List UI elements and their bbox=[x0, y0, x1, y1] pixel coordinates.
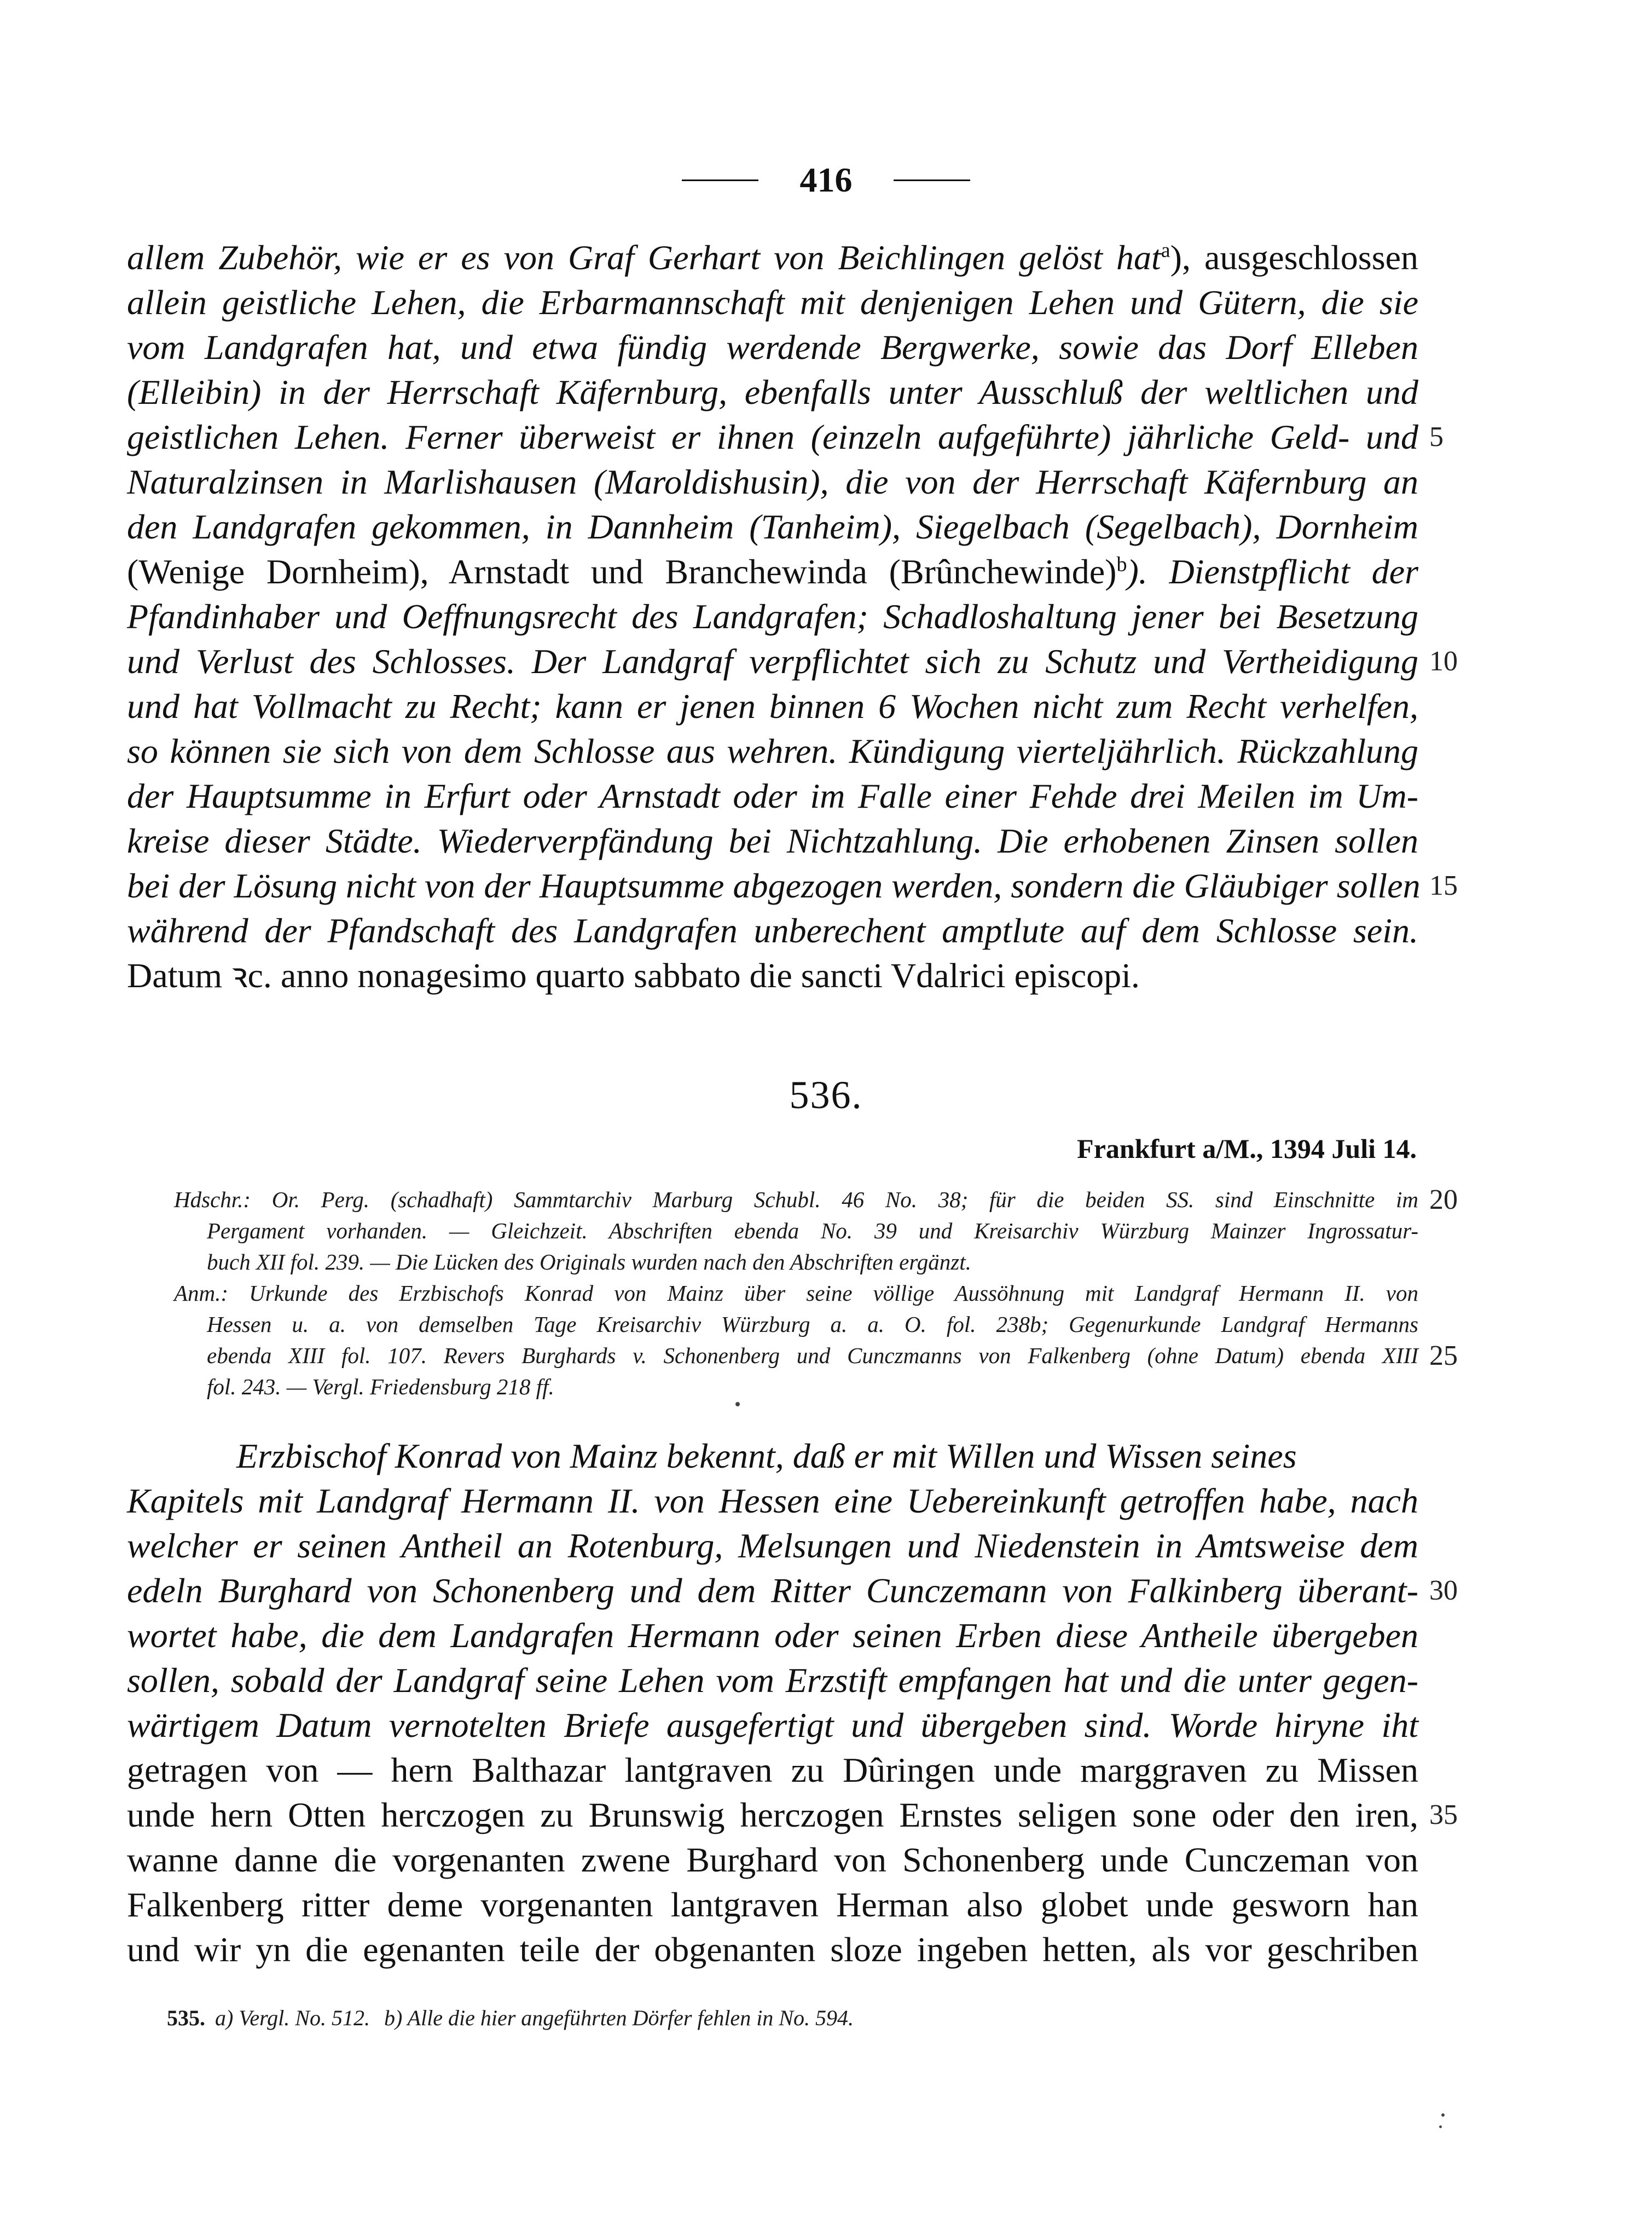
text-line: unde hern Otten herczogen zu Brunswig herczogen Ernstes seligen sone oder den iren, 35 bbox=[127, 1793, 1418, 1838]
text-line: wärtigem Datum vernotelten Briefe ausgefertigt und übergeben sind. Worde hiryne iht bbox=[127, 1706, 1418, 1745]
text-line: vom Landgrafen hat, und etwa fündig werdende Bergwerke, sowie das Dorf Elleben bbox=[127, 328, 1418, 367]
text-line: kreise dieser Städte. Wiederverpfändung bei Nichtzahlung. Die erhobenen Zinsen sollen bbox=[127, 821, 1418, 860]
scan-speck bbox=[735, 1402, 740, 1406]
text-line: welcher er seinen Antheil an Rotenburg, Melsungen und Niedenstein in Amtsweise dem bbox=[127, 1526, 1418, 1565]
line-number: 5 bbox=[1429, 421, 1444, 453]
text-line: Naturalzinsen in Marlishausen (Maroldishusin), die von der Herrschaft Käfernburg an bbox=[127, 462, 1418, 501]
text-line: Pfandinhaber und Oeffnungsrecht des Landgrafen; Schadloshaltung jener bei Besetzung bbox=[127, 597, 1418, 636]
text-line: wortet habe, die dem Landgrafen Hermann oder seinen Erben diese Antheile übergeben bbox=[127, 1616, 1418, 1655]
note-line: fol. 243. — Vergl. Friedensburg 218 ff. bbox=[207, 1374, 554, 1399]
text-line: so können sie sich von dem Schlosse aus wehren. Kündigung vierteljährlich. Rückzahlung bbox=[127, 732, 1418, 770]
note-line: Hessen u. a. von demselben Tage Kreisarchiv Würzburg a. a. O. fol. 238b; Gegenurkunde Landgraf Hermanns bbox=[207, 1312, 1418, 1337]
text-line: allein geistliche Lehen, die Erbarmannschaft mit denjenigen Lehen und Gütern, die sie bbox=[127, 283, 1418, 322]
document-number: 536. bbox=[789, 1073, 863, 1117]
note-line: ebenda XIII fol. 107. Revers Burghards v. Schonenberg und Cunczmanns von Falkenberg (ohne Datum) ebenda XIII 25 bbox=[207, 1340, 1458, 1371]
text-line: allem Zubehör, wie er es von Graf Gerhart von Beichlingen gelöst hat$^a$), ausgeschlossen bbox=[127, 238, 1418, 277]
text-line: Erzbischof Konrad von Mainz bekennt, daß er mit Willen und Wissen seines bbox=[236, 1436, 1297, 1475]
page-header bbox=[0, 160, 1652, 200]
line-number: 30 bbox=[1429, 1575, 1458, 1606]
text-line: und hat Vollmacht zu Recht; kann er jenen binnen 6 Wochen nicht zum Recht verhelfen, bbox=[127, 687, 1418, 726]
line-number: 15 bbox=[1429, 870, 1458, 901]
regest-continuation bbox=[127, 235, 1458, 998]
text-line: Datum ꝛc. anno nonagesimo quarto sabbato die sancti Vdalrici episcopi. bbox=[127, 956, 1140, 995]
text-line: getragen von — hern Balthazar lantgraven zu Dûringen unde marggraven zu Missen bbox=[127, 1751, 1418, 1789]
text-line: wanne danne die vorgenanten zwene Burghard von Schonenberg unde Cunczeman von bbox=[127, 1840, 1418, 1879]
text-line: (Wenige Dornheim), Arnstadt und Branchewinda (Brûnchewinde)$^b$). Dienstpflicht der bbox=[127, 552, 1419, 591]
text-line: Falkenberg ritter deme vorgenanten lantgraven Herman also globet unde gesworn han bbox=[127, 1885, 1418, 1924]
line-number: 35 bbox=[1429, 1799, 1458, 1830]
text-line: bei der Lösung nicht von der Hauptsumme abgezogen werden, sondern die Gläubiger sollen 15 bbox=[127, 864, 1418, 908]
text-line: edeln Burghard von Schonenberg und dem Ritter Cunczemann von Falkinberg überant- 30 bbox=[127, 1568, 1418, 1613]
note-line: Pergament vorhanden. — Gleichzeit. Abschriften ebenda No. 39 und Kreisarchiv Würzburg Mainzer Ingrossatur- bbox=[207, 1218, 1418, 1243]
line-number: 20 bbox=[1429, 1184, 1458, 1215]
text-line: sollen, sobald der Landgraf seine Lehen vom Erzstift empfangen hat und die unter gegen- bbox=[127, 1661, 1418, 1700]
apparatus-notes bbox=[174, 1184, 1458, 1403]
text-line: der Hauptsumme in Erfurt oder Arnstadt oder im Falle einer Fehde drei Meilen im Um- bbox=[127, 777, 1418, 815]
scan-speck bbox=[1439, 2125, 1442, 2128]
text-line: und Verlust des Schlosses. Der Landgraf verpflichtet sich zu Schutz und Vertheidigung 10 bbox=[127, 639, 1418, 684]
header-rule-right bbox=[894, 179, 970, 181]
text-line: während der Pfandschaft des Landgrafen unberechent amptlute auf dem Schlosse sein. bbox=[127, 911, 1418, 950]
note-line: buch XII fol. 239. — Die Lücken des Originals wurden nach den Abschriften ergänzt. bbox=[207, 1249, 971, 1274]
footnote bbox=[167, 2005, 868, 2031]
scan-speck bbox=[1441, 2113, 1445, 2117]
text-line: den Landgrafen gekommen, in Dannheim (Tanheim), Siegelbach (Segelbach), Dornheim bbox=[127, 507, 1418, 546]
line-number: 25 bbox=[1429, 1340, 1458, 1371]
footnote-ref: 535. bbox=[167, 2006, 205, 2030]
text-line: (Elleibin) in der Herrschaft Käfernburg, ebenfalls unter Ausschluß der weltlichen und bbox=[127, 373, 1418, 412]
footnote-a: a) Vergl. No. 512. bbox=[215, 2006, 370, 2030]
place-date: Frankfurt a/M., 1394 Juli 14. bbox=[1077, 1133, 1417, 1164]
text-line: geistlichen Lehen. Ferner überweist er ihnen (einzeln aufgeführte) jährliche Geld- und 5 bbox=[127, 415, 1418, 460]
page-number: 416 bbox=[799, 160, 853, 199]
line-number: 10 bbox=[1429, 646, 1458, 677]
text-line: und wir yn die egenanten teile der obgenanten sloze ingeben hetten, als vor geschriben bbox=[127, 1930, 1418, 1969]
note-line: Anm.: Urkunde des Erzbischofs Konrad von Mainz über seine völlige Aussöhnung mit Landgraf Hermann II. von bbox=[174, 1280, 1418, 1306]
header-rule-left bbox=[682, 179, 758, 181]
footnote-b: b) Alle die hier angeführten Dörfer fehlen in No. 594. bbox=[384, 2006, 854, 2030]
text-line: Kapitels mit Landgraf Hermann II. von Hessen eine Uebereinkunft getroffen habe, nach bbox=[127, 1481, 1418, 1520]
regest-536 bbox=[127, 1434, 1458, 1972]
note-line: Hdschr.: Or. Perg. (schadhaft) Sammtarchiv Marburg Schubl. 46 No. 38; für die beiden SS. sind Einschnitte im 20 bbox=[174, 1184, 1458, 1215]
